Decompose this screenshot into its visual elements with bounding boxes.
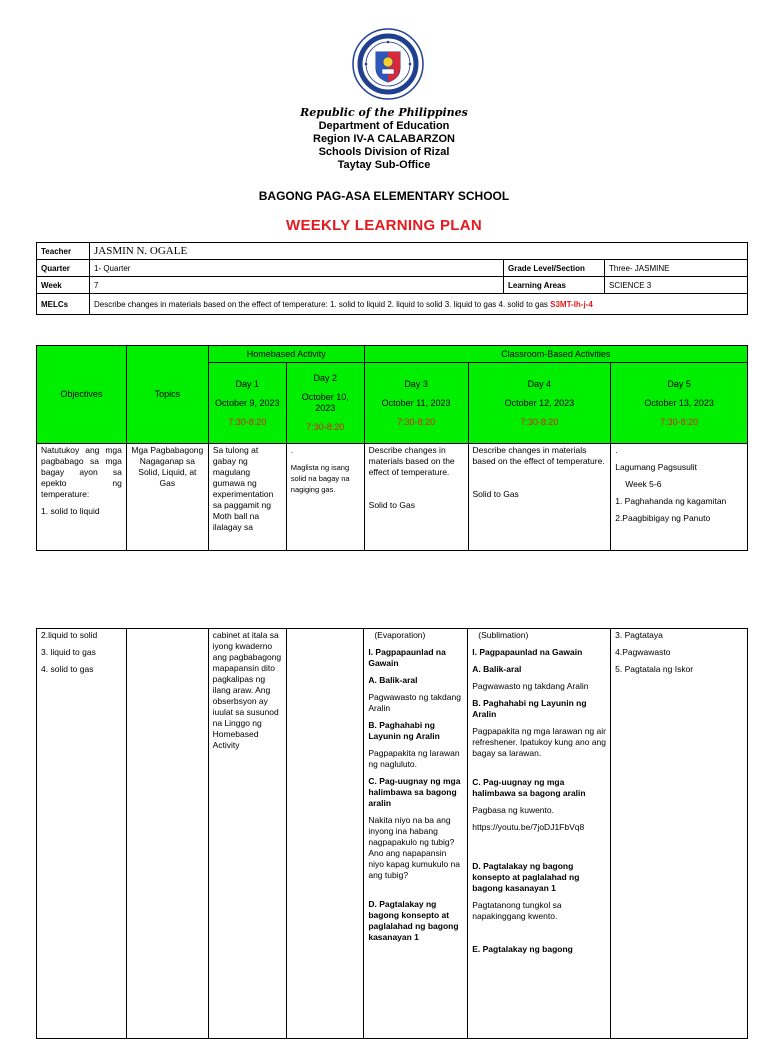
day4-lesson-cell — [468, 629, 611, 1039]
day4-description: Describe changes in materials based on the effect of temperature. — [472, 445, 605, 466]
objective-item-1: 1. solid to liquid — [41, 506, 100, 516]
day4-video-link[interactable]: https://youtu.be/7joDJ1FbVq8 — [472, 822, 585, 832]
day3-heading-3: B. Paghahabi ng Layunin ng Aralin — [368, 720, 440, 741]
day4-activity-cell — [468, 444, 611, 551]
objective-item-4: 4. solid to gas — [41, 664, 94, 674]
day3-label: Day 3 — [404, 378, 428, 389]
day4-text-4: Pagbasa ng kuwento. — [472, 805, 554, 815]
day4-heading-2: A. Balik-aral — [472, 664, 522, 674]
day3-heading-1: I. Pagpapaunlad na Gawain — [368, 647, 446, 668]
day4-subtitle: (Sublimation) — [478, 630, 529, 640]
day4-heading-6: E. Pagtalakay ng bagong — [472, 944, 573, 954]
day1-activity: Sa tulong at gabay ng magulang gumawa ng experimentation sa paggamit ng Moth ball na ilalagay sa — [208, 444, 286, 551]
day2-activity: Maglista ng isang solid na bagay na nagiging gas. — [290, 463, 350, 494]
plan-title: WEEKLY LEARNING PLAN — [285, 217, 483, 234]
day3-time: 7:30-8:20 — [397, 416, 436, 427]
teacher-label: Teacher — [37, 243, 90, 260]
teacher-value: JASMIN N. OGALE — [90, 243, 748, 260]
melc-label: MELCs — [37, 294, 90, 315]
day2-dot: . — [290, 445, 294, 455]
day5-step-1: 1. Paghahanda ng kagamitan — [615, 496, 727, 506]
plan-table-part2 — [36, 628, 748, 1039]
day4-label: Day 4 — [527, 378, 552, 389]
day4-text-3: Pagpapakita ng mga larawan ng air refreshener. Ipatukoy kung ano ang bagay sa larawan. — [472, 726, 606, 758]
topics-cell: Mga Pagbabagong Nagaganap sa Solid, Liquid, at Gas — [126, 444, 208, 551]
division-line: Schools Division of Rizal — [318, 146, 450, 158]
day3-heading-5: D. Pagtalakay ng bagong konsepto at paglalahad ng bagong kasanayan 1 — [368, 899, 459, 942]
day2-header — [286, 363, 364, 444]
office-line: Taytay Sub-Office — [337, 159, 431, 171]
region-line: Region IV-A CALABARZON — [313, 133, 455, 145]
day3-text-4: Nakita niyo na ba ang inyong ina habang nagpapakulo ng tubig? Ano ang napapansin niyo kapag kumukulo na ang tubig? — [368, 815, 461, 880]
day2-time: 7:30-8:20 — [306, 422, 345, 432]
day4-time: 7:30-8:20 — [520, 416, 559, 427]
day5-step-4: 4.Pagwawasto — [615, 647, 671, 657]
objectives-text: Natutukoy ang mga pagbabago sa mga bagay ayon sa epekto ng temperature: — [41, 445, 122, 499]
homebased-header: Homebased Activity — [208, 346, 364, 363]
day1-activity-continued: cabinet at itala sa iyong kwaderno ang pagbabagong mapapansin dito pagkalipas ng ilang araw. Ang obserbsyon ay iuulat sa susunod na Linggo ng Homebased Activity — [208, 629, 286, 1039]
day5-steps-continued — [611, 629, 748, 1039]
melc-value: Describe changes in materials based on the effect of temperature: 1. solid to liquid 2. liquid to solid 3. liquid to gas 4. solid to gas — [94, 299, 548, 309]
day1-time: 7:30-8:20 — [228, 416, 267, 427]
day3-header — [364, 363, 468, 444]
day5-week: Week 5-6 — [625, 479, 662, 489]
day1-label: Day 1 — [235, 378, 260, 389]
info-table — [36, 242, 748, 315]
day3-heading-2: A. Balik-aral — [368, 675, 418, 685]
school-name: BAGONG PAG-ASA ELEMENTARY SCHOOL — [258, 189, 510, 203]
objectives-header: Objectives — [37, 346, 127, 444]
objective-item-3: 3. liquid to gas — [41, 647, 96, 657]
day5-title: Lagumang Pagsusulit — [615, 462, 697, 472]
day3-lesson-cell — [364, 629, 468, 1039]
plan-table-part1 — [36, 345, 748, 551]
objectives-continued — [37, 629, 127, 1039]
day4-heading-1: I. Pagpapaunlad na Gawain — [472, 647, 583, 657]
day4-header — [468, 363, 611, 444]
objective-item-2: 2.liquid to solid — [41, 630, 98, 640]
day5-time: 7:30-8:20 — [660, 416, 699, 427]
day4-text-2: Pagwawasto ng takdang Aralin — [472, 681, 589, 691]
week-value: 7 — [90, 277, 504, 294]
day2-activity-continued — [286, 629, 364, 1039]
day1-date: October 9, 2023 — [215, 397, 280, 408]
day5-date: October 13, 2023 — [644, 397, 714, 408]
area-value: SCIENCE 3 — [605, 277, 748, 294]
day4-text-5: Pagtatanong tungkol sa napakinggang kwento. — [472, 900, 562, 921]
day3-heading-4: C. Pag-uugnay ng mga halimbawa sa bagong aralin — [368, 776, 461, 808]
day4-heading-4: C. Pag-uugnay ng mga halimbawa sa bagong aralin — [472, 777, 586, 798]
day4-heading-5: D. Pagtalakay ng bagong konsepto at paglalahad ng bagong kasanayan 1 — [472, 861, 580, 893]
letterhead — [0, 106, 768, 172]
day5-step-5: 5. Pagtatala ng Iskor — [615, 664, 694, 674]
quarter-value: 1- Quarter — [90, 260, 504, 277]
day4-topic: Solid to Gas — [472, 489, 519, 499]
day5-step-3: 3. Pagtataya — [615, 630, 663, 640]
melc-code: S3MT-Ih-j-4 — [550, 299, 593, 309]
day3-text-3: Pagpapakita ng larawan ng nagluluto. — [368, 748, 460, 769]
week-label: Week — [37, 277, 90, 294]
day3-description: Describe changes in materials based on the effect of temperature. — [368, 445, 455, 477]
day2-label: Day 2 — [313, 373, 337, 383]
quarter-label: Quarter — [37, 260, 90, 277]
day2-activity-cell — [286, 444, 364, 551]
day2-date: October 10, 2023 — [301, 392, 349, 413]
day1-header — [208, 363, 286, 444]
day3-activity-cell — [364, 444, 468, 551]
day5-label: Day 5 — [667, 378, 691, 389]
classroom-header: Classroom-Based Activities — [364, 346, 747, 363]
deped-seal-logo — [352, 28, 424, 100]
department-line: Department of Education — [318, 120, 450, 132]
day4-date: October 12, 2023 — [504, 397, 575, 408]
topics-header: Topics — [126, 346, 208, 444]
topics-continued — [126, 629, 208, 1039]
day3-date: October 11, 2023 — [381, 397, 451, 408]
day5-header — [611, 363, 748, 444]
melc-cell — [90, 294, 748, 315]
republic-line: Republic of the Philippines — [300, 106, 468, 119]
day5-step-2: 2.Paagbibigay ng Panuto — [615, 513, 711, 523]
area-label: Learning Areas — [504, 277, 605, 294]
day4-heading-3: B. Paghahabi ng Layunin ng Aralin — [472, 698, 587, 719]
grade-value: Three- JASMINE — [605, 260, 748, 277]
grade-label: Grade Level/Section — [504, 260, 605, 277]
day5-dot: . — [615, 445, 618, 455]
objectives-cell — [37, 444, 127, 551]
day3-topic: Solid to Gas — [368, 500, 415, 510]
day3-text-2: Pagwawasto ng takdang Aralin — [368, 692, 461, 713]
day5-activity-cell — [611, 444, 748, 551]
day3-subtitle: (Evaporation) — [374, 630, 426, 640]
